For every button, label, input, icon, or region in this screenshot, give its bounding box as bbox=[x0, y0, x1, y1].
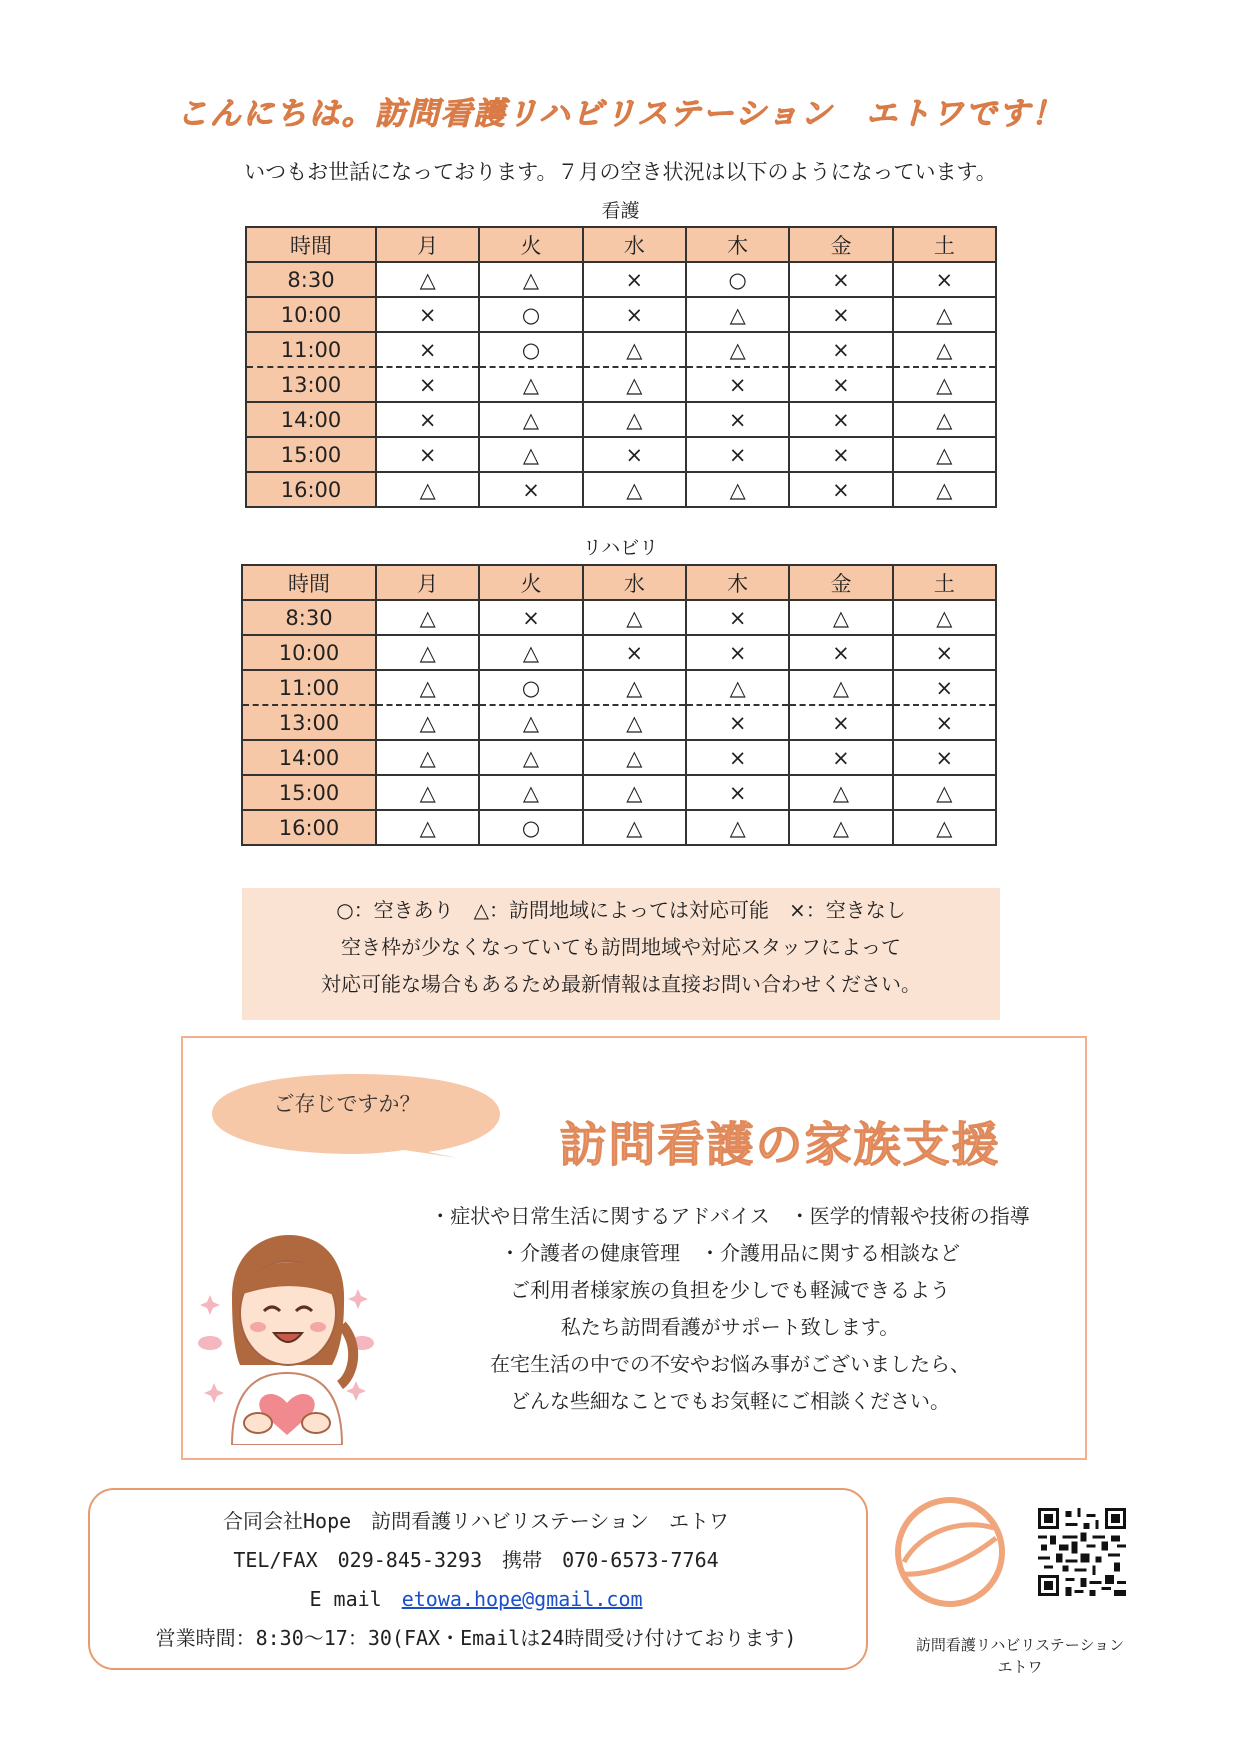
day-header: 水 bbox=[583, 227, 686, 262]
time-cell: 16:00 bbox=[242, 810, 376, 845]
time-cell: 10:00 bbox=[242, 635, 376, 670]
availability-cell: × bbox=[893, 670, 996, 705]
day-header: 土 bbox=[893, 565, 996, 600]
day-header: 金 bbox=[789, 565, 892, 600]
time-cell: 15:00 bbox=[246, 437, 376, 472]
company-logo bbox=[890, 1492, 1010, 1610]
time-cell: 11:00 bbox=[246, 332, 376, 367]
availability-cell: △ bbox=[376, 740, 479, 775]
table-row bbox=[246, 437, 996, 472]
availability-cell: × bbox=[686, 740, 789, 775]
logo-caption-name: 訪問看護リハビリステーション bbox=[915, 1636, 1125, 1654]
email-row bbox=[88, 1580, 864, 1619]
time-cell: 8:30 bbox=[242, 600, 376, 635]
availability-cell: △ bbox=[479, 367, 582, 402]
headline: こんにちは。訪問看護リハビリステーション エトワです！ bbox=[176, 96, 1065, 132]
header-row bbox=[246, 227, 996, 262]
availability-cell: △ bbox=[583, 740, 686, 775]
availability-cell: △ bbox=[376, 670, 479, 705]
availability-cell: × bbox=[686, 775, 789, 810]
availability-cell: △ bbox=[583, 670, 686, 705]
table-row bbox=[242, 810, 996, 845]
availability-cell: △ bbox=[893, 297, 996, 332]
nursing-caption: 看護 bbox=[601, 200, 640, 222]
availability-cell: × bbox=[686, 437, 789, 472]
availability-cell: × bbox=[789, 472, 892, 507]
availability-cell: △ bbox=[893, 332, 996, 367]
availability-cell: △ bbox=[376, 472, 479, 507]
day-header: 木 bbox=[686, 227, 789, 262]
logo-caption-sub: エトワ bbox=[997, 1658, 1043, 1676]
availability-cell: × bbox=[376, 367, 479, 402]
support-line: 在宅生活の中での不安やお悩み事がございましたら、 bbox=[490, 1352, 970, 1376]
time-cell: 15:00 bbox=[242, 775, 376, 810]
table-row bbox=[242, 740, 996, 775]
availability-cell: △ bbox=[479, 775, 582, 810]
availability-cell: × bbox=[893, 705, 996, 740]
availability-cell: △ bbox=[376, 600, 479, 635]
support-line: どんな些細なことでもお気軽にご相談ください。 bbox=[510, 1389, 950, 1413]
availability-cell: × bbox=[789, 367, 892, 402]
availability-cell: △ bbox=[376, 810, 479, 845]
support-line: ・介護者の健康管理 ・介護用品に関する相談など bbox=[500, 1241, 960, 1265]
availability-cell: × bbox=[893, 740, 996, 775]
table-row bbox=[246, 332, 996, 367]
availability-cell: △ bbox=[583, 332, 686, 367]
bubble-text: ご存じですか？ bbox=[273, 1092, 421, 1116]
availability-cell: × bbox=[686, 367, 789, 402]
table-row bbox=[242, 635, 996, 670]
availability-cell: △ bbox=[479, 402, 582, 437]
availability-cell: △ bbox=[583, 600, 686, 635]
availability-cell: ○ bbox=[479, 810, 582, 845]
time-header: 時間 bbox=[242, 565, 376, 600]
availability-cell: △ bbox=[686, 670, 789, 705]
availability-cell: △ bbox=[376, 705, 479, 740]
availability-cell: △ bbox=[376, 775, 479, 810]
availability-cell: △ bbox=[893, 775, 996, 810]
time-header: 時間 bbox=[246, 227, 376, 262]
availability-cell: × bbox=[686, 402, 789, 437]
support-line: ご利用者様家族の負担を少しでも軽減できるよう bbox=[510, 1278, 950, 1302]
availability-cell: △ bbox=[893, 402, 996, 437]
availability-cell: △ bbox=[789, 600, 892, 635]
availability-cell: × bbox=[686, 705, 789, 740]
day-header: 月 bbox=[376, 565, 479, 600]
rehab-caption: リハビリ bbox=[582, 537, 659, 559]
time-cell: 8:30 bbox=[246, 262, 376, 297]
availability-cell: △ bbox=[479, 262, 582, 297]
logo-caption bbox=[880, 1634, 1160, 1678]
availability-cell: × bbox=[376, 332, 479, 367]
availability-cell: ○ bbox=[479, 332, 582, 367]
availability-cell: △ bbox=[583, 402, 686, 437]
availability-cell: ○ bbox=[479, 670, 582, 705]
availability-cell: × bbox=[583, 437, 686, 472]
availability-cell: × bbox=[789, 635, 892, 670]
day-header: 火 bbox=[479, 565, 582, 600]
time-cell: 16:00 bbox=[246, 472, 376, 507]
availability-cell: × bbox=[789, 740, 892, 775]
day-header: 月 bbox=[376, 227, 479, 262]
table-row bbox=[242, 775, 996, 810]
availability-cell: × bbox=[893, 262, 996, 297]
availability-cell: △ bbox=[893, 472, 996, 507]
availability-cell: × bbox=[376, 437, 479, 472]
phone-info: TEL/FAX 029-845-3293 携帯 070-6573-7764 bbox=[233, 1548, 719, 1572]
availability-cell: △ bbox=[479, 635, 582, 670]
rehab-schedule-table bbox=[241, 564, 997, 846]
day-header: 土 bbox=[893, 227, 996, 262]
availability-cell: △ bbox=[893, 437, 996, 472]
availability-cell: △ bbox=[479, 437, 582, 472]
time-cell: 14:00 bbox=[246, 402, 376, 437]
availability-cell: ○ bbox=[686, 262, 789, 297]
availability-cell: △ bbox=[893, 810, 996, 845]
availability-cell: △ bbox=[479, 705, 582, 740]
nursing-schedule-table bbox=[245, 226, 997, 508]
email-label: E mail bbox=[309, 1587, 402, 1611]
table-row bbox=[242, 670, 996, 705]
availability-cell: × bbox=[789, 332, 892, 367]
table-row bbox=[242, 705, 996, 740]
legend-note: 空き枠が少なくなっていても訪問地域や対応スタッフによって bbox=[341, 935, 901, 959]
availability-cell: △ bbox=[893, 600, 996, 635]
intro-text: いつもお世話になっております。７月の空き状況は以下のようになっています。 bbox=[244, 160, 997, 184]
time-cell: 10:00 bbox=[246, 297, 376, 332]
availability-cell: × bbox=[686, 600, 789, 635]
day-header: 火 bbox=[479, 227, 582, 262]
time-cell: 13:00 bbox=[242, 705, 376, 740]
availability-cell: × bbox=[789, 262, 892, 297]
day-header: 金 bbox=[789, 227, 892, 262]
availability-cell: △ bbox=[686, 297, 789, 332]
time-cell: 13:00 bbox=[246, 367, 376, 402]
legend-line: ○：空きあり △：訪問地域によっては対応可能 ×：空きなし bbox=[336, 898, 906, 922]
availability-cell: △ bbox=[789, 775, 892, 810]
availability-cell: × bbox=[583, 297, 686, 332]
availability-cell: × bbox=[376, 297, 479, 332]
header-row bbox=[242, 565, 996, 600]
availability-cell: △ bbox=[376, 262, 479, 297]
availability-cell: × bbox=[789, 402, 892, 437]
table-row bbox=[246, 367, 996, 402]
availability-cell: △ bbox=[789, 810, 892, 845]
availability-cell: × bbox=[789, 705, 892, 740]
availability-cell: △ bbox=[583, 775, 686, 810]
availability-cell: △ bbox=[686, 472, 789, 507]
availability-cell: △ bbox=[583, 472, 686, 507]
table-row bbox=[246, 472, 996, 507]
availability-cell: × bbox=[893, 635, 996, 670]
qr-code[interactable] bbox=[1038, 1508, 1126, 1596]
time-cell: 14:00 bbox=[242, 740, 376, 775]
availability-cell: △ bbox=[789, 670, 892, 705]
availability-cell: △ bbox=[479, 740, 582, 775]
business-hours: 営業時間：8:30〜17：30(FAX・Emailは24時間受け付けております) bbox=[155, 1626, 797, 1650]
availability-cell: × bbox=[789, 297, 892, 332]
table-row bbox=[246, 297, 996, 332]
availability-cell: × bbox=[583, 262, 686, 297]
family-support-title: 訪問看護の家族支援 bbox=[559, 1118, 1001, 1173]
contact-info bbox=[88, 1502, 864, 1658]
availability-cell: △ bbox=[376, 635, 479, 670]
availability-cell: △ bbox=[583, 810, 686, 845]
availability-cell: △ bbox=[686, 810, 789, 845]
availability-cell: △ bbox=[893, 367, 996, 402]
availability-cell: △ bbox=[583, 367, 686, 402]
availability-cell: △ bbox=[686, 332, 789, 367]
support-line: ・症状や日常生活に関するアドバイス ・医学的情報や技術の指導 bbox=[430, 1204, 1030, 1228]
company-name: 合同会社Hope 訪問看護リハビリステーション エトワ bbox=[223, 1509, 729, 1533]
day-header: 木 bbox=[686, 565, 789, 600]
day-header: 水 bbox=[583, 565, 686, 600]
availability-cell: × bbox=[479, 600, 582, 635]
availability-cell: × bbox=[789, 437, 892, 472]
family-support-text bbox=[380, 1198, 1080, 1420]
legend-box bbox=[242, 888, 1000, 1020]
availability-cell: × bbox=[479, 472, 582, 507]
availability-cell: △ bbox=[583, 705, 686, 740]
table-row bbox=[246, 262, 996, 297]
availability-cell: × bbox=[376, 402, 479, 437]
availability-cell: × bbox=[583, 635, 686, 670]
table-row bbox=[246, 402, 996, 437]
table-row bbox=[242, 600, 996, 635]
availability-cell: × bbox=[686, 635, 789, 670]
availability-cell: ○ bbox=[479, 297, 582, 332]
legend-note: 対応可能な場合もあるため最新情報は直接お問い合わせください。 bbox=[321, 972, 921, 996]
nurse-illustration bbox=[192, 1225, 382, 1445]
support-line: 私たち訪問看護がサポート致します。 bbox=[560, 1315, 900, 1339]
email-link[interactable]: etowa.hope@gmail.com bbox=[401, 1587, 643, 1611]
time-cell: 11:00 bbox=[242, 670, 376, 705]
